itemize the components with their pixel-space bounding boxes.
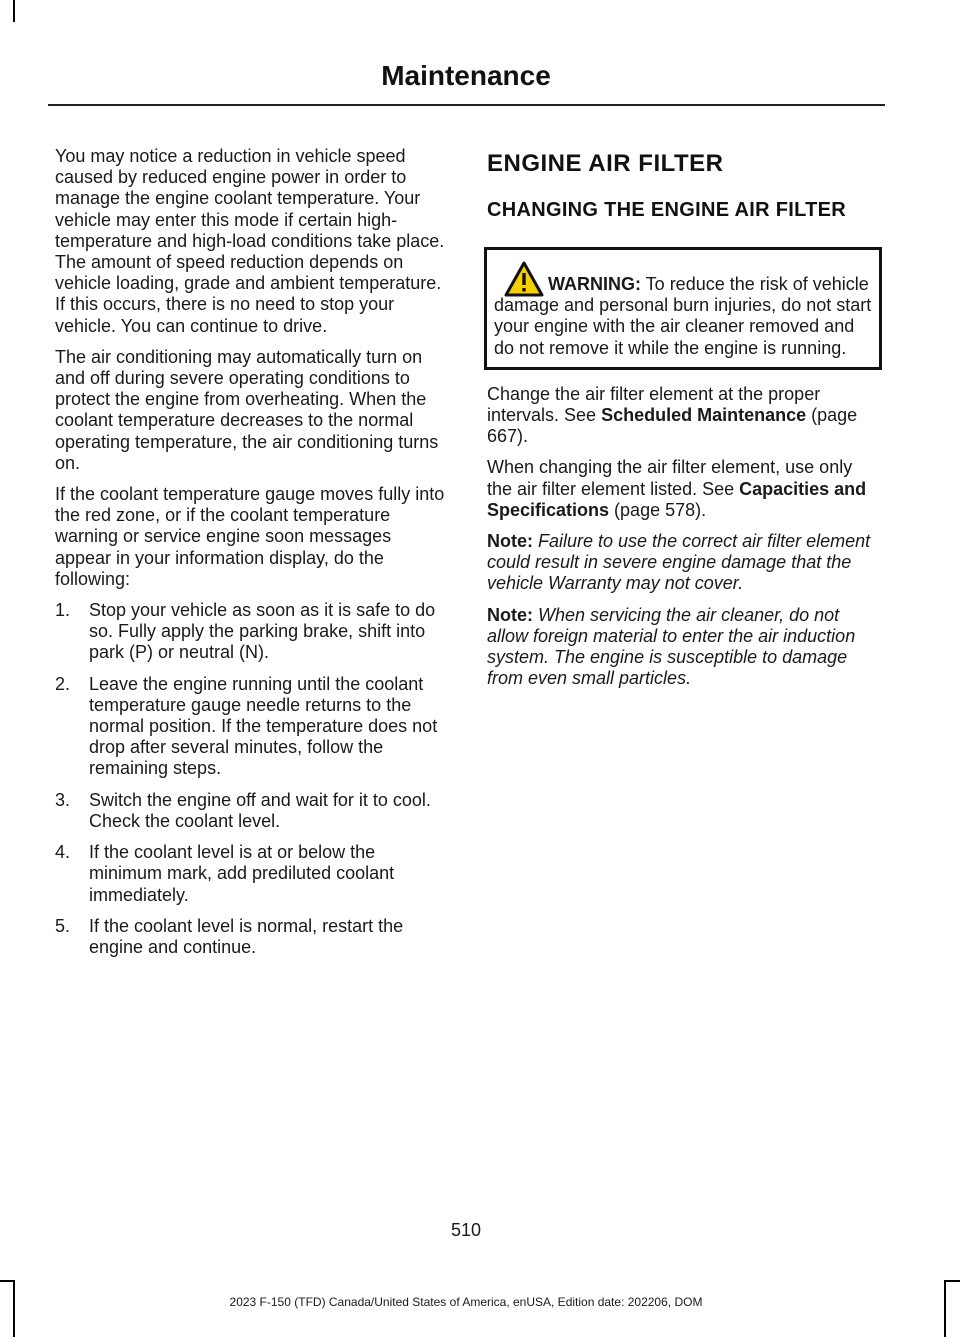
step-text: Leave the engine running until the coolant temperature gauge needle returns to the normal position. If the temperature does not drop after several minutes, follow the remaining steps. (89, 673, 438, 779)
list-item (55, 600, 447, 664)
note-label: Note: (487, 604, 533, 625)
step-number: 2. (55, 673, 71, 694)
left-column (55, 146, 447, 968)
crop-mark-top-left (13, 0, 15, 22)
note-text: When servicing the air cleaner, do not allow foreign material to enter the air induction system. The engine is susceptible to damage from even small particles. (487, 604, 856, 689)
paragraph-filter-element: When changing the air filter element, use only the air filter element listed. See Capacities and Specifications (page 578). (487, 457, 867, 520)
steps-list (55, 600, 447, 958)
right-column (487, 146, 879, 699)
step-text: Switch the engine off and wait for it to cool. Check the coolant level. (89, 789, 431, 831)
step-text: Stop your vehicle as soon as it is safe to do so. Fully apply the parking brake, shift into park (P) or neutral (N). (89, 600, 436, 663)
step-text: If the coolant level is at or below the minimum mark, add prediluted coolant immediately. (89, 842, 395, 905)
note-foreign-material (487, 605, 879, 690)
list-item (55, 916, 447, 958)
crop-mark-bottom-right-h (944, 1280, 960, 1282)
list-item (55, 674, 447, 780)
step-number: 4. (55, 842, 71, 863)
warning-label: WARNING: (548, 274, 641, 294)
note-filter-warranty (487, 531, 879, 595)
scheduled-maintenance-link[interactable]: Scheduled Maintenance (601, 405, 807, 426)
crop-mark-bottom-left-h (0, 1280, 15, 1282)
header-rule (48, 104, 885, 106)
note-label: Note: (487, 531, 533, 552)
paragraph-coolant-gauge: If the coolant temperature gauge moves fully into the red zone, or if the coolant temperature warning or service engine soon messages appear in your information display, do the following: (55, 484, 445, 589)
warning-triangle-icon (504, 261, 544, 297)
step-number: 1. (55, 600, 71, 621)
sub-heading: CHANGING THE ENGINE AIR FILTER (487, 199, 846, 221)
step-number: 3. (55, 789, 71, 810)
warning-box (484, 247, 882, 370)
paragraph-air-conditioning: The air conditioning may automatically turn on and off during severe operating conditions to protect the engine from overheating. When the coolant temperature decreases to the normal operating temperature, the air conditioning turns on. (55, 346, 439, 473)
section-heading: ENGINE AIR FILTER (487, 150, 724, 177)
note-text: Failure to use the correct air filter element could result in severe engine damage that the vehicle Warranty may not cover. (487, 531, 871, 594)
footer-edition: 2023 F-150 (TFD) Canada/United States of America, enUSA, Edition date: 202206, DOM (229, 1295, 703, 1309)
page-title: Maintenance (381, 60, 551, 91)
page-number: 510 (450, 1220, 482, 1240)
list-item (55, 842, 447, 906)
step-text: If the coolant level is normal, restart the engine and continue. (89, 915, 404, 957)
paragraph-change-interval: Change the air filter element at the proper intervals. See Scheduled Maintenance (page 667). (487, 383, 858, 447)
crop-mark-bottom-right (944, 1280, 946, 1337)
capacities-specifications-link[interactable]: Capacities and Specifications (487, 478, 867, 520)
step-number: 5. (55, 915, 71, 936)
warning-text: To reduce the risk of vehicle damage and personal burn injuries, do not start your engine with the air cleaner removed and do not remove it while the engine is running. (494, 274, 872, 358)
paragraph-speed-reduction: You may notice a reduction in vehicle speed caused by reduced engine power in order to manage the engine coolant temperature. Your vehicle may enter this mode if certain high-temperature and high-load conditions take place. The amount of speed reduction depends on vehicle loading, grade and ambient temperature. If this occurs, there is no need to stop your vehicle. You can continue to drive. (55, 146, 445, 336)
list-item (55, 790, 447, 832)
